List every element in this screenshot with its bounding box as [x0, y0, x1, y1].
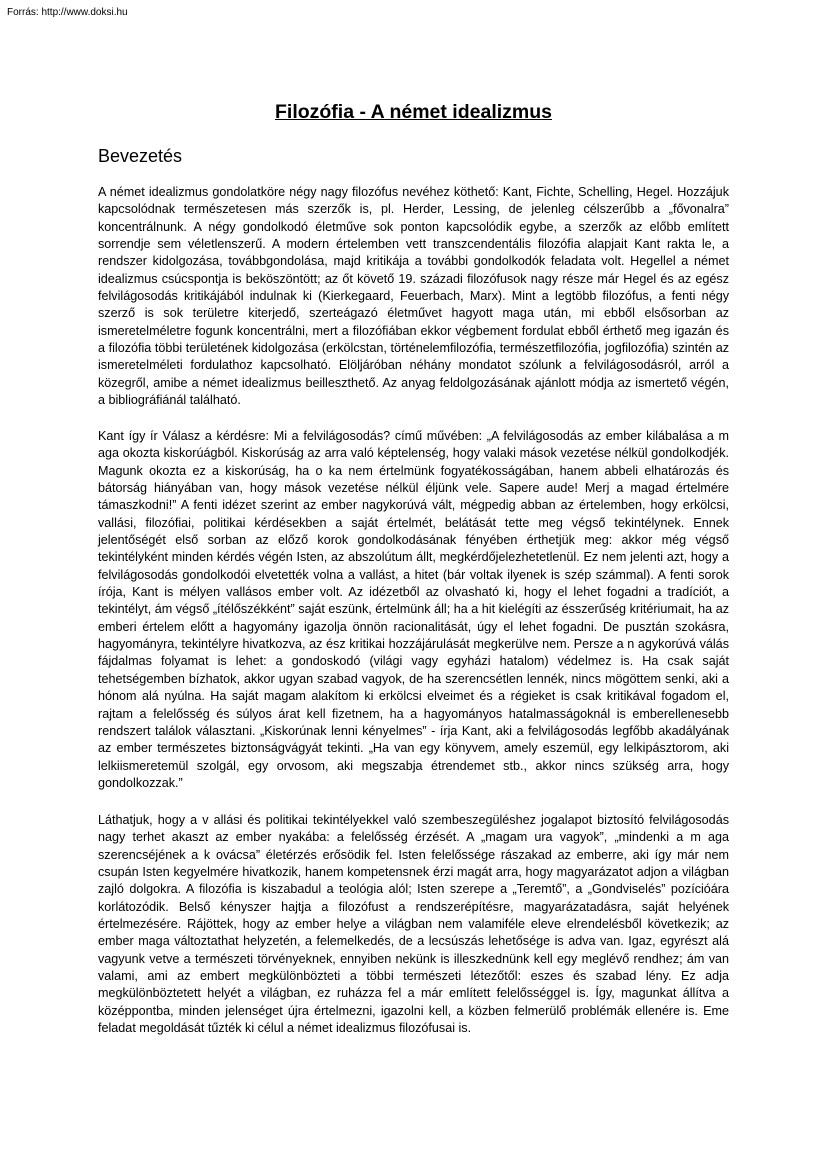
- section-heading-intro: Bevezetés: [98, 146, 183, 166]
- paragraph-kant: Kant így ír Válasz a kérdésre: Mi a felvilágosodás? című művében: „A felvilágosodás az ember kilábalása a m aga okozta kiskorúágból. Kiskorúság az arra való képtelenség, hogy valaki mások vezetése nélkül gondolkodjék. Magunk okozta ez a kiskorúság, ha o ka nem értelmünk fogyatékosságában, hanem abbeli elhatározás és bátorság hiányában van, hogy mások vezetése nélkül éljünk vele. Sapere aude! Merj a magad értelmére támaszkodni!” A fenti idézet szerint az ember nagykorúvá vált, mégpedig abban az értelemben, hogy erkölcsi, vallási, filozófiai, politikai kérdésekben a saját értelmét, belátását tette meg végső tekintélynek. Ennek jelentőségét első sorban az előző korok gondolkodásának fényében érthetjük meg: akkor még végső tekintélyként minden kérdés végén Isten, az abszolútum állt, megkérdőjelezhetetlenül. Ez nem jelenti azt, hogy a felvilágosodás gondolkodói elvetették volna a vallást, a hitet (bár voltak ilyenek is szép számmal). A fenti sorok írója, Kant is mélyen vallásos ember volt. Az idézetből az olvasható ki, hogy el lehet fogadni a tradíciót, a tekintélyt, ám végső „ítélőszékként” saját eszünk, értelmünk áll; ha a hit kielégíti az ésszerűség kritériumait, ha az emberi értelem előtt a hagyomány igazolja önnön racionalitását, úgy el lehet fogadni. De pusztán szokásra, hagyományra, tekintélyre hivatkozva, az ész kritikai hozzájárulását megkerülve nem. Persze a n agykorúvá válás fájdalmas folyamat is lehet: a gondoskodó (világi vagy egyházi hatalom) védelmez is. Ha csak saját tehetségemben bízhatok, akkor ugyan szabad vagyok, de ha szerencsétlen lennék, nincs mögöttem senki, aki a hónom alá nyúlna. Ha saját magam alakítom ki erkölcsi elveimet és a régieket is csak kritikával fogadom el, rajtam a felelősség és súlyos árat kell fizetnem, ha a hagyományos hatalmasságoknál is emberellenesebb rendszert találok választani. „Kiskorúnak lenni kényelmes” - írja Kant, aki a felvilágosodás legfőbb akadályának az ember természetes biztonságvágyát tekinti. „Ha van egy könyvem, amely eszemül, egy lelkipásztorom, aki lelkiismeretemül szolgál, egy orvosom, aki megszabja étrendemet stb., akkor nincs szükség arra, hogy gondolkozzak.”: [98, 429, 729, 790]
- source-line: Forrás: http://www.doksi.hu: [7, 7, 128, 18]
- paragraph-intro: A német idealizmus gondolatköre négy nagy filozófus nevéhez köthető: Kant, Fichte, Schelling, Hegel. Hozzájuk kapcsolódnak természetesen más szerzők is, pl. Herder, Lessing, de jelenleg célszerűbb a „fővonalra” koncentrálnunk. A négy gondolkodó életműve sok ponton kapcsolódik egybe, a szerzők az előbb említett sorrendje sem véletlenszerű. A modern értelemben vett transzcendentális filozófia alapjait Kant rakta le, a rendszer kidolgozása, továbbgondolása, majd kritikája a további gondolkodók feladata volt. Hegellel a német idealizmus csúcspontja is beköszöntött; az őt követő 19. századi filozófusok nagy része már Hegel és az egész felvilágosodás kritikájából indulnak ki (Kierkegaard, Feuerbach, Marx). Mint a legtöbb filozófus, a fenti négy szerző is sok területre kiterjedő, szerteágazó életművet hagyott maga után, mi ebből elsősorban az ismeretelméletre fogunk koncentrálni, mert a filozófiában ekkor végbement fordulat ebből érthető meg igazán és a filozófia többi területének kidolgozása (erkölcstan, történelemfilozófia, természetfilozófia, jogfilozófia) szintén az ismeretelméleti fordulathoz kapcsolható. Elöljáróban néhány mondatot szólunk a felvilágosodásról, arról a közegről, amibe a német idealizmus beilleszthető. Az anyag feldolgozásának ajánlott módja az ismertető végén, a bibliográfiánál található.: [98, 185, 729, 408]
- document-title: Filozófia - A német idealizmus: [274, 101, 552, 123]
- paragraph-responsibility: Láthatjuk, hogy a v allási és politikai tekintélyekkel való szembeszegüléshez jogalapot biztosító felvilágosodás nagy terhet akaszt az ember nyakába: a felelősség érzését. A „magam ura vagyok”, „mindenki a m aga szerencséjének a k ovácsa” életérzés erősödik fel. Isten felelőssége rászakad az emberre, aki így már nem csupán Isten kegyelmére hivatkozik, hanem kompetensnek érzi magát arra, hogy magyarázatot adjon a világban zajló dolgokra. A filozófia is kiszabadul a teológia alól; Isten szerepe a „Teremtő”, a „Gondviselés” pozícióára korlátozódik. Belső kényszer hajtja a filozófust a rendszerépítésre, magyarázatadásra, saját helyének értelmezésére. Rájöttek, hogy az ember helye a világban nem valamiféle eleve elrendelésből következik; az ember maga változtathat helyzetén, a felemelkedés, de a lecsúszás lehetősége is adva van. Igaz, egyrészt alá vagyunk vetve a természeti törvényeknek, ennyiben nekünk is illeszkednünk kell egy meglévő rendhez; ám van valami, ami az embert megkülönbözteti a többi természeti létezőtől: eszes és szabad lény. Ez adja megkülönböztetett helyét a világban, ez ruházza fel a már említett felelősséggel is. Így, magunkat állítva a középpontba, minden jelenséget újra értelmezni, igazolni kell, a közben felmerülő problémák ellenére is. Eme feladat megoldását tűzték ki célul a német idealizmus filozófusai is.: [98, 813, 729, 1036]
